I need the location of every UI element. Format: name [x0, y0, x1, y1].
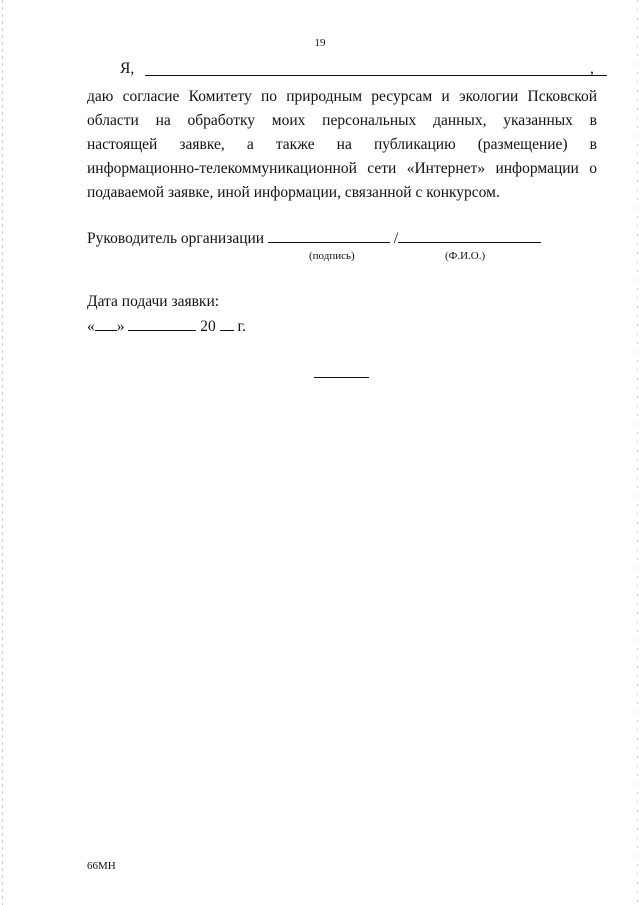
- date-close-quote: »: [116, 318, 125, 335]
- consent-name-row: [120, 60, 600, 80]
- date-label: Дата подачи заявки:: [87, 293, 220, 310]
- end-of-form-rule: [314, 377, 369, 378]
- scan-edge-left: [2, 0, 3, 905]
- signature-row: [87, 228, 541, 249]
- scan-edge-right: [637, 0, 638, 905]
- month-blank: [128, 316, 196, 331]
- signature-separator: /: [393, 230, 399, 247]
- year-suffix: г.: [237, 318, 246, 335]
- consent-line-4: информационно-телекоммуникационной сети «Интернет» информации о: [87, 160, 597, 177]
- signature-caption: (подпись): [309, 250, 355, 262]
- name-blank-line: [145, 75, 607, 76]
- consent-line-5: подаваемой заявке, иной информации, связанной с конкурсом.: [87, 184, 500, 201]
- signature-blank-line: [268, 228, 390, 243]
- date-open-quote: «: [87, 318, 95, 335]
- footer-code: 66МН: [87, 860, 116, 872]
- day-blank: [95, 316, 117, 331]
- consent-pronoun: Я,: [120, 60, 135, 77]
- year-prefix: 20: [200, 318, 216, 335]
- consent-line-1: даю согласие Комитету по природным ресурсам и экологии Псковской: [87, 88, 597, 105]
- fio-blank-line: [398, 228, 541, 243]
- date-row: [87, 316, 246, 337]
- signature-label: Руководитель организации: [87, 230, 265, 247]
- page-number: 19: [314, 37, 326, 49]
- consent-line-3: настоящей заявке, а также на публикацию (размещение) в: [87, 136, 597, 153]
- year-blank: [220, 316, 234, 331]
- consent-line-2: области на обработку моих персональных данных, указанных в: [87, 112, 597, 129]
- fio-caption: (Ф.И.О.): [445, 250, 486, 262]
- consent-comma: ,: [590, 60, 594, 77]
